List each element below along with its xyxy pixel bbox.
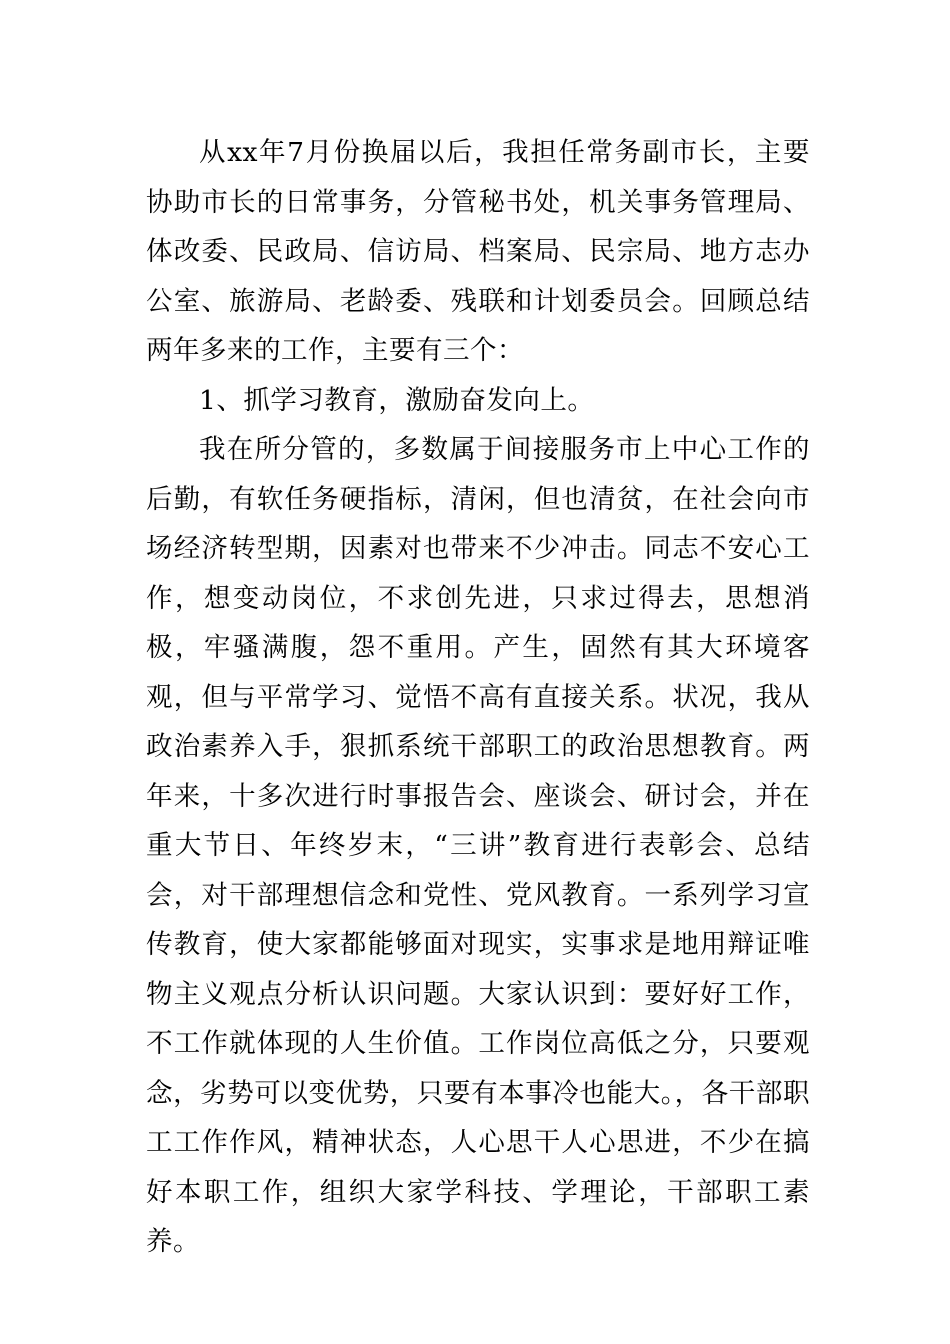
document-body [146,128,810,1267]
section-heading-1: 1、抓学习教育，激励奋发向上。 [199,384,595,416]
paragraph-intro: 从xx年7月份换届以后，我担任常务副市长，主要协助市长的日常事务，分管秘书处，机关事务管理局、体改委、民政局、信访局、档案局、民宗局、地方志办公室、旅游局、老龄委、残联和计划委员会。回顾总结两年多来的工作，主要有三个： [146,137,810,366]
paragraph-section-1: 我在所分管的，多数属于间接服务市上中心工作的后勤，有软任务硬指标，清闲，但也清贫，在社会向市场经济转型期，因素对也带来不少冲击。同志不安心工作，想变动岗位，不求创先进，只求过得去，思想消极，牢骚满腹，怨不重用。产生，固然有其大环境客观，但与平常学习、觉悟不高有直接关系。状况，我从政治素养入手，狠抓系统干部职工的政治思想教育。两年来，十多次进行时事报告会、座谈会、研讨会，并在重大节日、年终岁末，“三讲”教育进行表彰会、总结会，对干部理想信念和党性、党风教育。一系列学习宣传教育，使大家都能够面对现实，实事求是地用辩证唯物主义观点分析认识问题。大家认识到：要好好工作，不工作就体现的人生价值。工作岗位高低之分，只要观念，劣势可以变优势，只要有本事冷也能大。，各干部职工工作作风，精神状态，人心思干人心思进，不少在搞好本职工作，组织大家学科技、学理论，干部职工素养。 [146,434,810,1257]
